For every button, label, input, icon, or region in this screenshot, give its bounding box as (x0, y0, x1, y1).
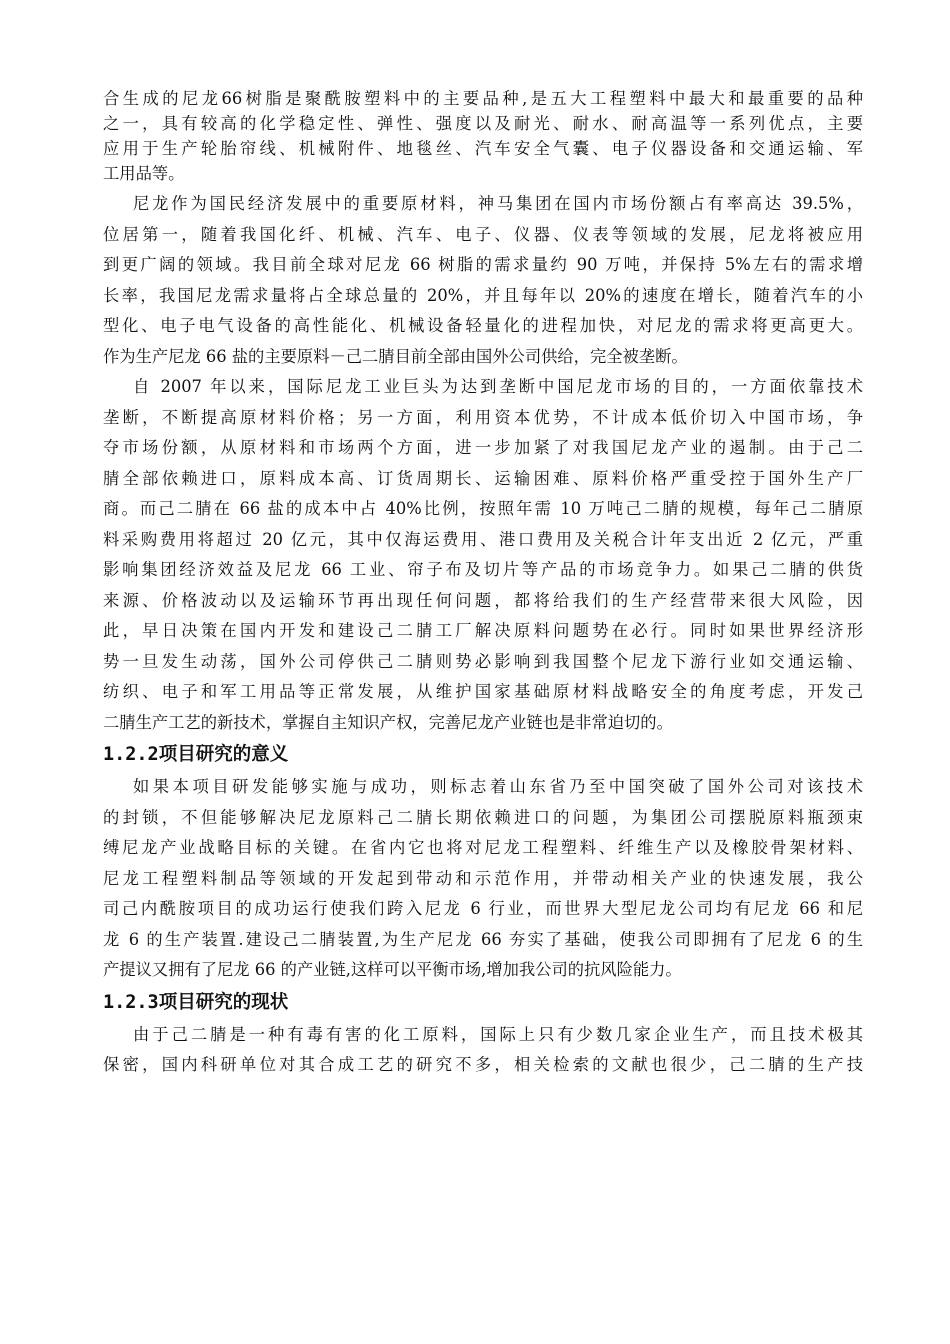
text-line: 型化、电子电气设备的高性能化、机械设备轻量化的进程加快，对尼龙的需求将更高更大。 (103, 316, 863, 335)
section-heading-status (103, 987, 863, 1019)
text-line: 合生成的尼龙66树脂是聚酰胺塑料中的主要品种,是五大工程塑料中最大和最重要的品种 (103, 89, 863, 108)
paragraph-monopoly (103, 372, 863, 738)
text-line: 工用品等。 (103, 164, 185, 183)
paragraph-status (103, 1020, 863, 1081)
text-line: 缚尼龙产业战略目标的关键。在省内它也将对尼龙工程塑料、纤维生产以及橡胶骨架材料、 (103, 838, 863, 857)
section-title: 项目研究的意义 (158, 744, 289, 765)
text-line: 应用于生产轮胎帘线、机械附件、地毯丝、汽车安全气囊、电子仪器设备和交通运输、军 (103, 139, 863, 158)
paragraph-nylon66-intro (103, 86, 863, 186)
text-line: 长率，我国尼龙需求量将占全球总量的 20%，并且每年以 20%的速度在增长，随着汽车的小 (103, 285, 863, 305)
text-line: 到更广阔的领域。我目前全球对尼龙 66 树脂的需求量约 90 万吨，并保持 5%左右的需求增 (103, 255, 863, 274)
text-line: 位居第一，随着我国化纤、机械、汽车、电子、仪器、仪表等领域的发展，尼龙将被应用 (103, 224, 863, 244)
text-line: 保密，国内科研单位对其合成工艺的研究不多，相关检索的文献也很少，己二腈的生产技 (103, 1055, 863, 1074)
paragraph-market-share (103, 189, 863, 372)
text-line: 料采购费用将超过 20 亿元，其中仅海运费用、港口费用及关税合计年支出近 2 亿元，严重 (103, 529, 863, 549)
document-page (103, 86, 863, 1081)
section-number: 1.2.2 (103, 744, 159, 765)
text-line: 来源、价格波动以及运输环节再出现任何问题，都将给我们的生产经营带来很大风险，因 (103, 590, 863, 610)
paragraph-significance (103, 772, 863, 986)
text-line: 腈全部依赖进口，原料成本高、订货周期长、运输困难、原料价格严重受控于国外生产厂 (103, 468, 863, 488)
text-line: 作为生产尼龙 66 盐的主要原料－己二腈目前全部由国外公司供给，完全被垄断。 (103, 346, 688, 366)
text-line: 商。而己二腈在 66 盐的成本中占 40%比例，按照年需 10 万吨己二腈的规模，每年己二腈原 (103, 499, 863, 518)
section-title: 项目研究的现状 (158, 991, 289, 1013)
text-line: 自 2007 年以来，国际尼龙工业巨头为达到垄断中国尼龙市场的目的，一方面依靠技术 (133, 377, 863, 396)
text-line: 势一旦发生动荡，国外公司停供己二腈则势必影响到我国整个尼龙下游行业如交通运输、 (103, 651, 863, 671)
text-line: 纺织、电子和军工用品等正常发展，从维护国家基础原材料战略安全的角度考虑，开发己 (103, 682, 863, 701)
text-line: 龙 6 的生产装置.建设己二腈装置,为生产尼龙 66 夯实了基础，使我公司即拥有了尼龙 6 的生 (103, 929, 863, 949)
text-line: 的封锁，不但能够解决尼龙原料己二腈长期依赖进口的问题，为集团公司摆脱原料瓶颈束 (103, 807, 863, 827)
section-heading-significance (103, 739, 863, 771)
text-line: 由于己二腈是一种有毒有害的化工原料，国际上只有少数几家企业生产，而且技术极其 (133, 1024, 863, 1044)
text-line: 尼龙工程塑料制品等领域的开发起到带动和示范作用，并带动相关产业的快速发展，我公 (103, 868, 863, 888)
text-line: 如果本项目研发能够实施与成功，则标志着山东省乃至中国突破了国外公司对该技术 (133, 777, 863, 796)
text-line: 影响集团经济效益及尼龙 66 工业、帘子布及切片等产品的市场竞争力。如果己二腈的供货 (103, 560, 863, 579)
text-line: 产提议又拥有了尼龙 66 的产业链,这样可以平衡市场,增加我公司的抗风险能力。 (103, 960, 682, 979)
text-line: 垄断，不断提高原材料价格；另一方面，利用资本优势，不计成本低价切入中国市场，争 (103, 407, 863, 427)
text-line: 二腈生产工艺的新技术，掌握自主知识产权，完善尼龙产业链也是非常迫切的。 (103, 712, 673, 732)
text-line: 司己内酰胺项目的成功运行使我们跨入尼龙 6 行业，而世界大型尼龙公司均有尼龙 66 和尼 (103, 899, 863, 918)
text-line: 此，早日决策在国内开发和建设己二腈工厂解决原料问题势在必行。同时如果世界经济形 (103, 621, 863, 640)
text-line: 夺市场份额，从原材料和市场两个方面，进一步加紧了对我国尼龙产业的遏制。由于己二 (103, 438, 863, 457)
text-line: 之一，具有较高的化学稳定性、弹性、强度以及耐光、耐水、耐高温等一系列优点，主要 (103, 114, 863, 133)
section-number: 1.2.3 (103, 991, 159, 1013)
text-line: 尼龙作为国民经济发展中的重要原材料，神马集团在国内市场份额占有率高达 39.5%， (133, 194, 863, 213)
